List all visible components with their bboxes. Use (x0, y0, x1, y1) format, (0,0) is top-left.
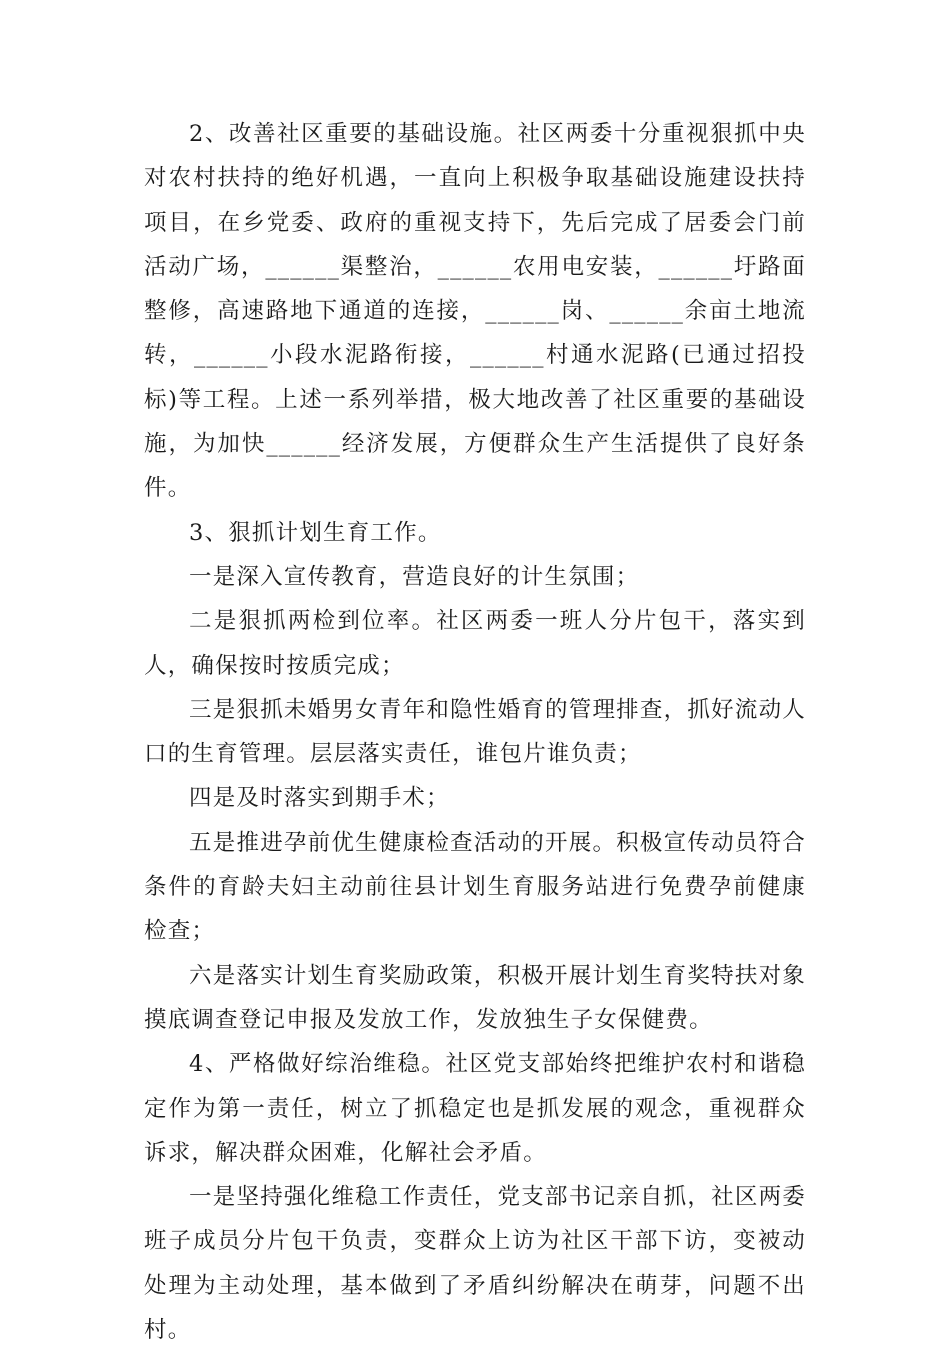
paragraph-family-planning-item-3: 三是狠抓未婚男女青年和隐性婚育的管理排查，抓好流动人口的生育管理。层层落实责任，谁包片谁负责； (144, 696, 806, 768)
paragraph-family-planning-item-2: 二是狠抓两检到位率。社区两委一班人分片包干，落实到人，确保按时按质完成； (144, 608, 806, 679)
paragraph-family-planning-heading: 3、狠抓计划生育工作。 (189, 519, 442, 546)
paragraph-family-planning-item-5: 五是推进孕前优生健康检查活动的开展。积极宣传动员符合条件的育龄夫妇主动前往县计划生育服务站进行免费孕前健康检查； (144, 829, 806, 945)
paragraph-stability-item-1: 一是坚持强化维稳工作责任，党支部书记亲自抓，社区两委班子成员分片包干负责，变群众上访为社区干部下访，变被动处理为主动处理，基本做到了矛盾纠纷解决在萌芽，问题不出村。 (144, 1184, 806, 1344)
paragraph-stability: 4、严格做好综治维稳。社区党支部始终把维护农村和谐稳定作为第一责任，树立了抓稳定也是抓发展的观念，重视群众诉求，解决群众困难，化解社会矛盾。 (144, 1051, 806, 1166)
paragraph-family-planning-item-4: 四是及时落实到期手术； (189, 785, 450, 812)
paragraph-family-planning-item-6: 六是落实计划生育奖励政策，积极开展计划生育奖特扶对象摸底调查登记申报及发放工作，发放独生子女保健费。 (144, 962, 806, 1033)
document-body (144, 112, 806, 1352)
paragraph-family-planning-item-1: 一是深入宣传教育，营造良好的计生氛围； (189, 563, 640, 590)
paragraph-infrastructure: 2、改善社区重要的基础设施。社区两委十分重视狠抓中央对农村扶持的绝好机遇，一直向上积极争取基础设施建设扶持项目，在乡党委、政府的重视支持下，先后完成了居委会门前活动广场，______渠整治，______农用电安装，______圩路面整修，高速路地下通道的连接，______岗、______余亩土地流转，______小段水泥路衔接，______村通水泥路(已通过招投标)等工程。上述一系列举措，极大地改善了社区重要的基础设施，为加快______经济发展，方便群众生产生活提供了良好条件。 (144, 121, 806, 502)
